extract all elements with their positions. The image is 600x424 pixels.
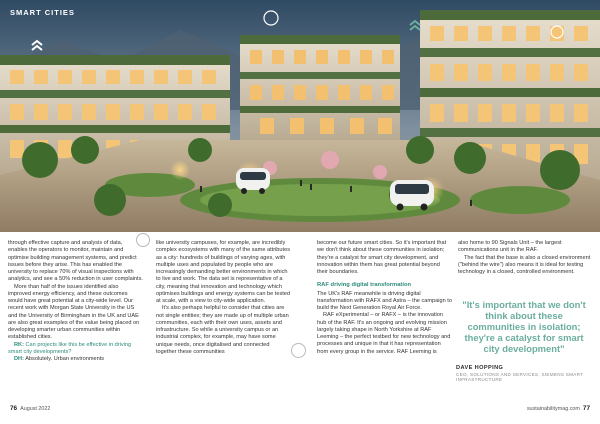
- site-url[interactable]: sustainabilitymag.com: [526, 406, 580, 412]
- paragraph: The fact that the base is also a closed environment ("behind the wire") also means it is ideal for testing technology in a closed, controlled environment.: [458, 254, 591, 275]
- paragraph: The UK's RAF meanwhile is driving digital transformation with RAFX and Astra – the campaign to build the Next Generation Royal Air Force.: [317, 290, 452, 311]
- answer-text: Absolutely. Urban environments: [25, 356, 105, 362]
- paragraph: also home to 90 Signals Unit – the largest communications unit in the RAF.: [458, 240, 562, 254]
- page-number-right: 77: [582, 405, 590, 412]
- issue-date: August 2022: [20, 406, 51, 412]
- subheading: RAF driving digital transformation: [317, 282, 412, 289]
- article-column-4: [458, 240, 593, 276]
- paragraph: It's also perhaps helpful to consider that cities are not single entities; they are made up of multiple urban communities, each with their own uses, assets and infrastructure. So while a university campus or an industrial complex, for example, may have some unique needs, once digitalised and connected together these communities: [156, 305, 289, 355]
- interview-answer: [8, 356, 143, 363]
- pull-quote: [456, 299, 592, 382]
- section-tag: SMART CITIES: [10, 8, 75, 17]
- paragraph: like university campuses, for example, are incredibly complex ecosystems with many of the same attributes as a city: hundreds of buildings of varying ages, with multiple uses and populated by people who are increasingly demanding better environments in which to live and work. The data set is representative of a city, meaning that innovation and technology which optimises buildings and energy systems can be tested at scale, with a view to city-wide application.: [156, 240, 291, 304]
- paragraph: through effective capture and analysis of data, enables the operators to monitor, maintain and optimise building management systems, and predict issues before they arise. This has enabled the university to replace 70% of visual inspections with analytics, and see a 50% reduction in user complaints.: [8, 240, 143, 283]
- question-text: Can projects like this be effective in driving smart city developments?: [8, 341, 132, 355]
- interviewee-initials: DH:: [14, 356, 24, 362]
- quote-author: DAVE HOPPING: [456, 365, 504, 371]
- page-number-left: 76: [10, 405, 18, 412]
- article-column-3: [317, 240, 452, 356]
- footer-right: [527, 405, 590, 412]
- paragraph: More than half of the issues identified also improved energy efficiency, and these outcomes would have great potential at a city-wide level. Our recent work with Morgan State University in the US and the University of Birmingham in the UK and UAE are also great examples of the value being placed on developing smarter urban communities within established cities.: [8, 283, 140, 341]
- interviewer-initials: RK:: [14, 341, 24, 348]
- paragraph: become our future smart cities. So it's important that we don't think about these communities in isolation; they're a catalyst for smart city development, and innovation within them has great potential beyond their boundaries.: [317, 240, 447, 275]
- pull-quote-text: "It's important that we don't think about these communities in isolation; they're a catalyst for smart city development": [462, 299, 586, 354]
- footer-left: [10, 405, 50, 412]
- paragraph: RAF eXperimental – or RAFX – is the innovation hub of the RAF. It's an ongoing and evolving mission largely taking shape in North Yorkshire at RAF Leeming – the perfect testbed for new technology and processes and unique in that it has representation from every group in the service. RAF Leeming is: [317, 312, 451, 355]
- decorative-circle: [136, 233, 150, 247]
- decorative-circle: [291, 343, 306, 358]
- article-column-1: [8, 240, 143, 363]
- quote-author-role: CEO, SOLUTIONS AND SERVICES, SIEMENS SMART INFRASTRUCTURE: [456, 372, 584, 382]
- interview-question: [8, 342, 143, 357]
- center-building: [240, 35, 400, 140]
- article-column-2: [156, 240, 291, 356]
